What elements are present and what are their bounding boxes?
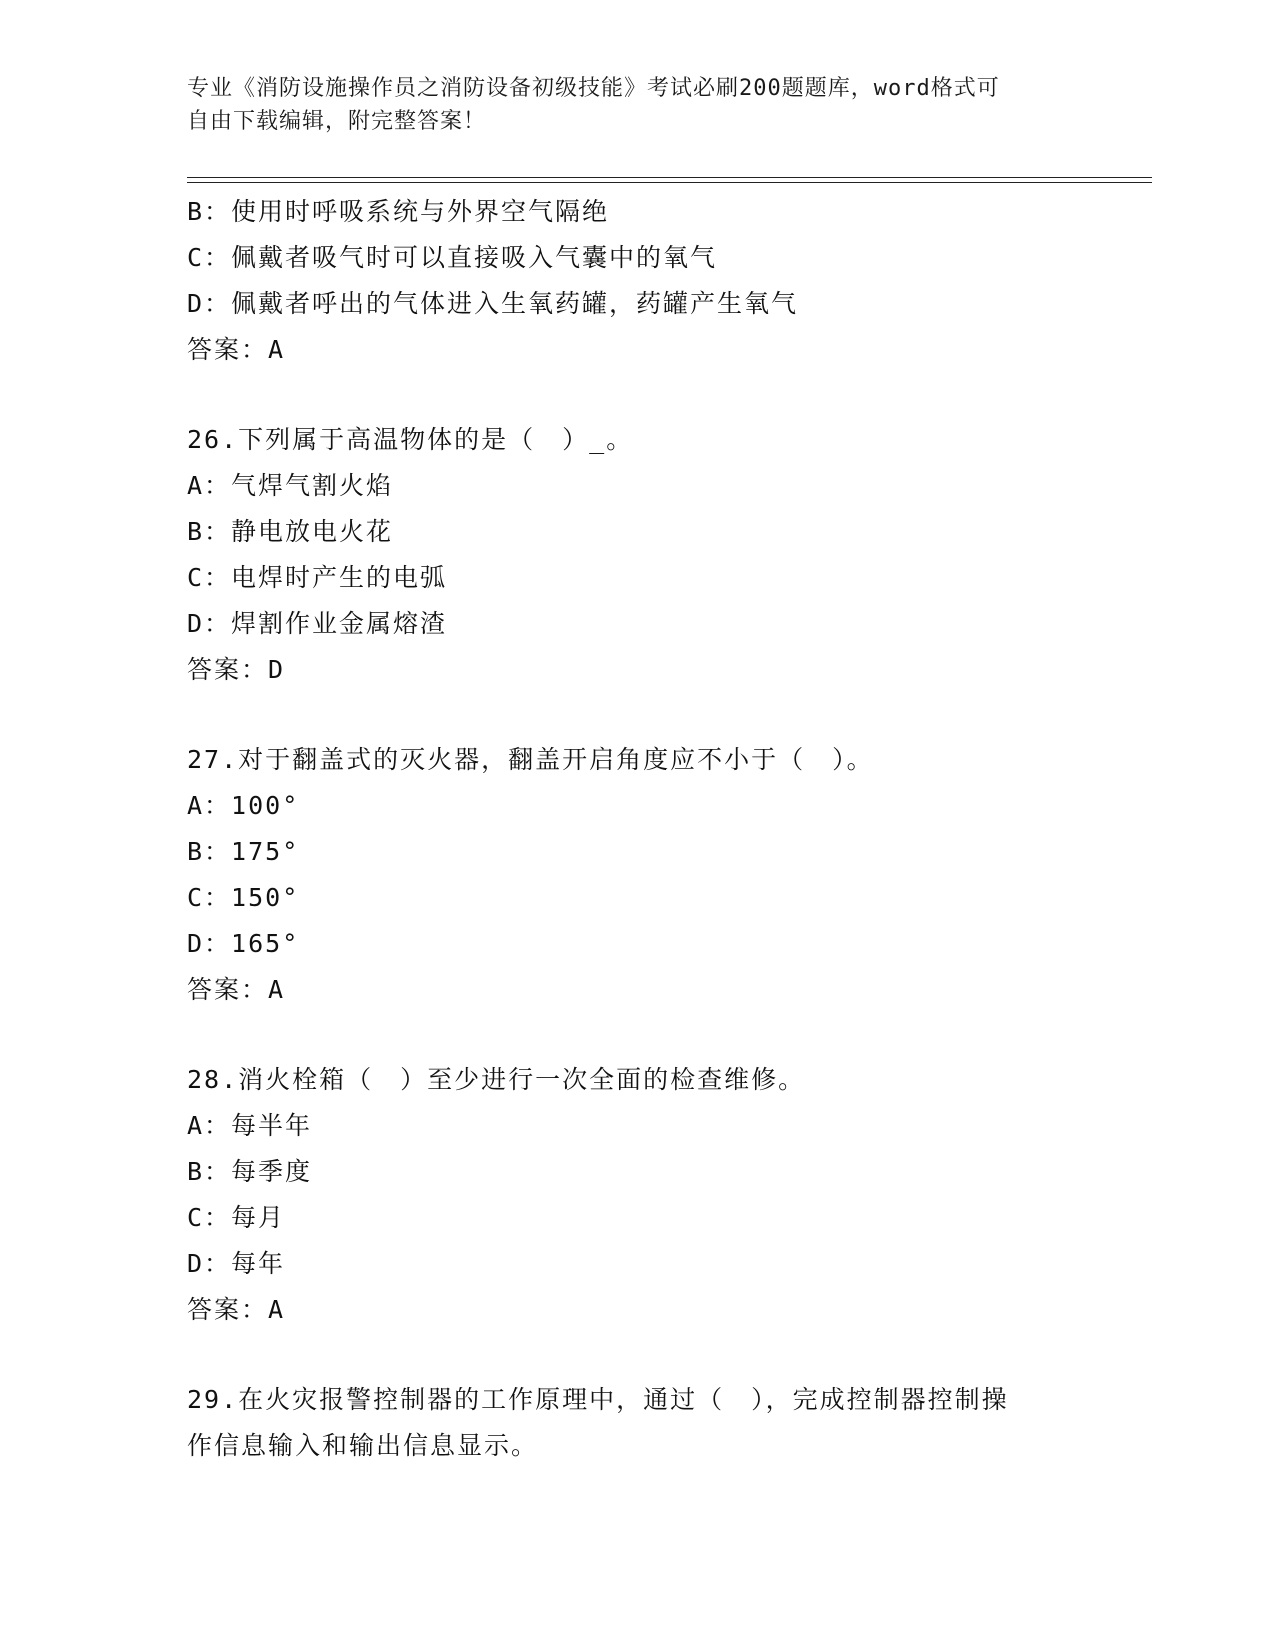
option-b: B：静电放电火花: [187, 517, 394, 546]
question-29: [187, 1377, 1087, 1469]
question-25-tail: [187, 189, 1087, 373]
question-text-line-2: 作信息输入和输出信息显示。: [187, 1431, 539, 1460]
question-28: [187, 1057, 1087, 1333]
question-27: [187, 737, 1087, 1013]
answer: 答案：A: [187, 975, 286, 1004]
option-b: B：每季度: [187, 1157, 313, 1186]
header-line-2: 自由下载编辑，附完整答案！: [187, 109, 487, 134]
question-text: 27.对于翻盖式的灭火器，翻盖开启角度应不小于（ ）。: [187, 745, 874, 774]
question-26: [187, 417, 1087, 693]
option-d: D：焊割作业金属熔渣: [187, 609, 448, 638]
question-text: 28.消火栓箱（ ）至少进行一次全面的检查维修。: [187, 1065, 806, 1094]
question-text: 26.下列属于高温物体的是（ ）_。: [187, 425, 634, 454]
option-c: C：150°: [187, 883, 300, 912]
option-a: A：每半年: [187, 1111, 313, 1140]
option-d: D：每年: [187, 1249, 286, 1278]
question-list: [187, 189, 1087, 1469]
option-a: A：气焊气割火焰: [187, 471, 394, 500]
option-b: B：使用时呼吸系统与外界空气隔绝: [187, 197, 610, 226]
question-text-line-1: 29.在火灾报警控制器的工作原理中，通过（ ），完成控制器控制操: [187, 1385, 1009, 1414]
option-a: A：100°: [187, 791, 300, 820]
header-line-1: 专业《消防设施操作员之消防设备初级技能》考试必刷200题题库，word格式可: [187, 76, 1000, 101]
answer: 答案：D: [187, 655, 286, 684]
option-d: D：165°: [187, 929, 300, 958]
option-c: C：佩戴者吸气时可以直接吸入气囊中的氧气: [187, 243, 718, 272]
header-divider-top: [187, 177, 1152, 178]
header-divider-bottom: [187, 182, 1152, 183]
option-c: C：每月: [187, 1203, 286, 1232]
option-c: C：电焊时产生的电弧: [187, 563, 448, 592]
answer: 答案：A: [187, 335, 286, 364]
option-b: B：175°: [187, 837, 300, 866]
document-header: [187, 72, 1067, 138]
option-d: D：佩戴者呼出的气体进入生氧药罐，药罐产生氧气: [187, 289, 799, 318]
answer: 答案：A: [187, 1295, 286, 1324]
